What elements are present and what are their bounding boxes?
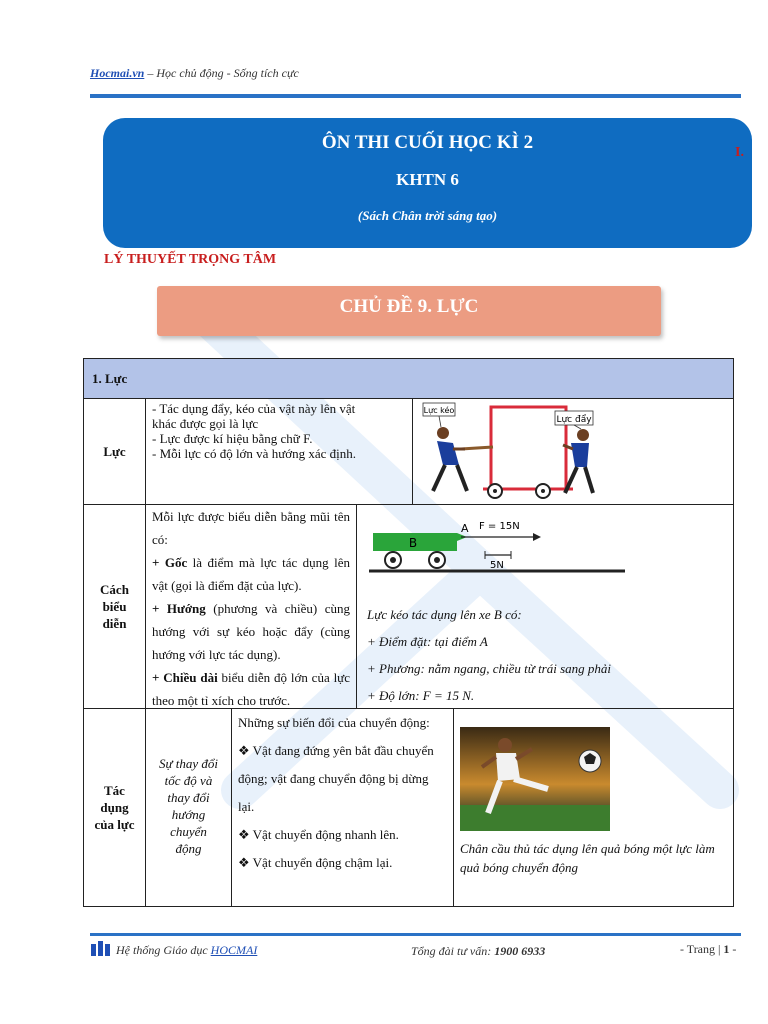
section-title: LÝ THUYẾT TRỌNG TÂM — [104, 252, 277, 267]
luc-line: - Lực được kí hiệu bằng chữ F. — [152, 431, 313, 446]
table-header — [84, 359, 733, 399]
hocmai-logo-icon — [90, 940, 112, 958]
effect-line: động — [175, 841, 202, 856]
luc-definition — [146, 399, 413, 505]
diamond-bullet-icon: ❖ — [238, 827, 253, 842]
effect-line: chuyển — [170, 824, 207, 839]
example-line: + Độ lớn: F = 15 N. — [367, 688, 475, 703]
force-vector-diagram — [357, 505, 733, 585]
representation-chieudai — [152, 666, 350, 709]
effect-line: tốc độ và — [164, 773, 213, 788]
example-line: Lực kéo tác dụng lên xe B có: — [367, 607, 522, 622]
site-link[interactable]: Hocmai.vn — [90, 66, 145, 80]
hotline-label: Tổng đài tư vấn: — [411, 944, 492, 958]
change-text: Vật chuyển động nhanh lên. — [252, 827, 399, 842]
change-item — [238, 737, 447, 821]
changes-title: Những sự biến đổi của chuyển động: — [238, 715, 430, 730]
effect-line: thay đổi — [167, 790, 210, 805]
page-num: 1 — [723, 942, 730, 956]
football-player-photo — [460, 727, 610, 831]
table-header-label: 1. Lực — [92, 371, 128, 386]
row-label-text: Lực — [103, 444, 126, 459]
page-end: - — [732, 942, 737, 956]
section-number: I. — [735, 145, 744, 160]
change-text: Vật đang đứng yên bắt đầu chuyển động; vật đang chuyển động bị dừng lại. — [238, 743, 434, 814]
force-diagram-cell — [357, 505, 733, 709]
force-example — [367, 601, 611, 709]
force-label: F = 15N — [479, 521, 520, 532]
title-banner — [103, 118, 752, 248]
change-item — [238, 821, 447, 849]
footer-system-text: Hệ thống Giáo dục — [116, 943, 208, 957]
row-label-tac-dung — [84, 709, 146, 906]
point-a-label: A — [461, 522, 469, 535]
luc-line: khác được gọi là lực — [152, 416, 259, 431]
huong-text: (phương và chiều) cùng hướng với sự kéo hoặc đẩy (cùng hướng với lực tác dụng). — [152, 601, 350, 662]
cart-label: B — [408, 536, 418, 550]
row-label-text: biểu — [102, 599, 127, 614]
row-label-text: diễn — [102, 616, 127, 631]
row-label-bieu-dien — [84, 505, 146, 709]
change-text: Vật chuyển động chậm lại. — [252, 855, 393, 870]
row-label-text: dụng — [100, 800, 129, 815]
representation-huong — [152, 597, 350, 666]
representation-goc — [152, 551, 350, 597]
chieudai-term: + Chiều dài — [152, 670, 218, 685]
representation-text — [146, 505, 357, 709]
diamond-bullet-icon: ❖ — [238, 855, 253, 870]
footer-divider — [90, 933, 741, 936]
topic-title: CHỦ ĐỀ 9. LỰC — [157, 286, 661, 336]
huong-term: + Hướng — [152, 601, 206, 616]
goc-term: + Gốc — [152, 555, 188, 570]
diamond-bullet-icon: ❖ — [238, 743, 253, 758]
pull-label: Lực kéo — [423, 406, 455, 415]
effect-summary — [146, 709, 232, 906]
row-label-text: của lực — [94, 817, 135, 832]
football-cell — [454, 709, 733, 906]
goc-text: là điểm mà lực tác dụng lên vật (gọi là điểm đặt của lực). — [152, 555, 351, 593]
example-line: + Điểm đặt: tại điểm A — [367, 634, 488, 649]
effect-line: hướng — [171, 807, 206, 822]
push-pull-figure-cell — [413, 399, 733, 505]
exam-title: ÔN THI CUỐI HỌC KÌ 2 — [321, 132, 534, 153]
subject-title: KHTN 6 — [396, 170, 459, 189]
footer-brand-link[interactable]: HOCMAI — [210, 943, 258, 957]
page-number — [680, 942, 736, 957]
effect-line: Sự thay đổi — [158, 756, 219, 771]
footer-brand — [116, 943, 257, 958]
hotline-number: 1900 6933 — [494, 944, 546, 958]
luc-line: - Mỗi lực có độ lớn và hướng xác định. — [152, 446, 357, 461]
representation-intro: Mỗi lực được biểu diễn bằng mũi tên có: — [152, 509, 350, 547]
header-divider — [90, 94, 741, 98]
push-label: Lực đẩy — [556, 415, 592, 425]
change-item — [238, 849, 447, 877]
luc-line: - Tác dụng đẩy, kéo của vật này lên vật — [152, 401, 356, 416]
chieudai-text: biểu diễn độ lớn của lực theo một tỉ xích cho trước. — [152, 670, 351, 708]
header-tagline: – Học chủ động - Sống tích cực — [144, 66, 299, 80]
page-header — [90, 66, 299, 81]
footer-hotline — [411, 944, 545, 959]
row-label-text: Tác — [104, 783, 125, 798]
scale-label: 5N — [490, 560, 504, 571]
theory-table — [83, 358, 734, 907]
football-caption: Chân cầu thủ tác dụng lên quả bóng một lực làm quả bóng chuyển động — [460, 841, 715, 875]
book-subtitle: (Sách Chân trời sáng tạo) — [357, 208, 498, 223]
page-label: - Trang | — [680, 942, 721, 956]
row-label-luc — [84, 399, 146, 505]
row-label-text: Cách — [100, 582, 129, 597]
motion-changes — [232, 709, 454, 906]
example-line: + Phương: nằm ngang, chiều từ trái sang phải — [367, 661, 612, 676]
push-pull-illustration — [413, 399, 733, 505]
